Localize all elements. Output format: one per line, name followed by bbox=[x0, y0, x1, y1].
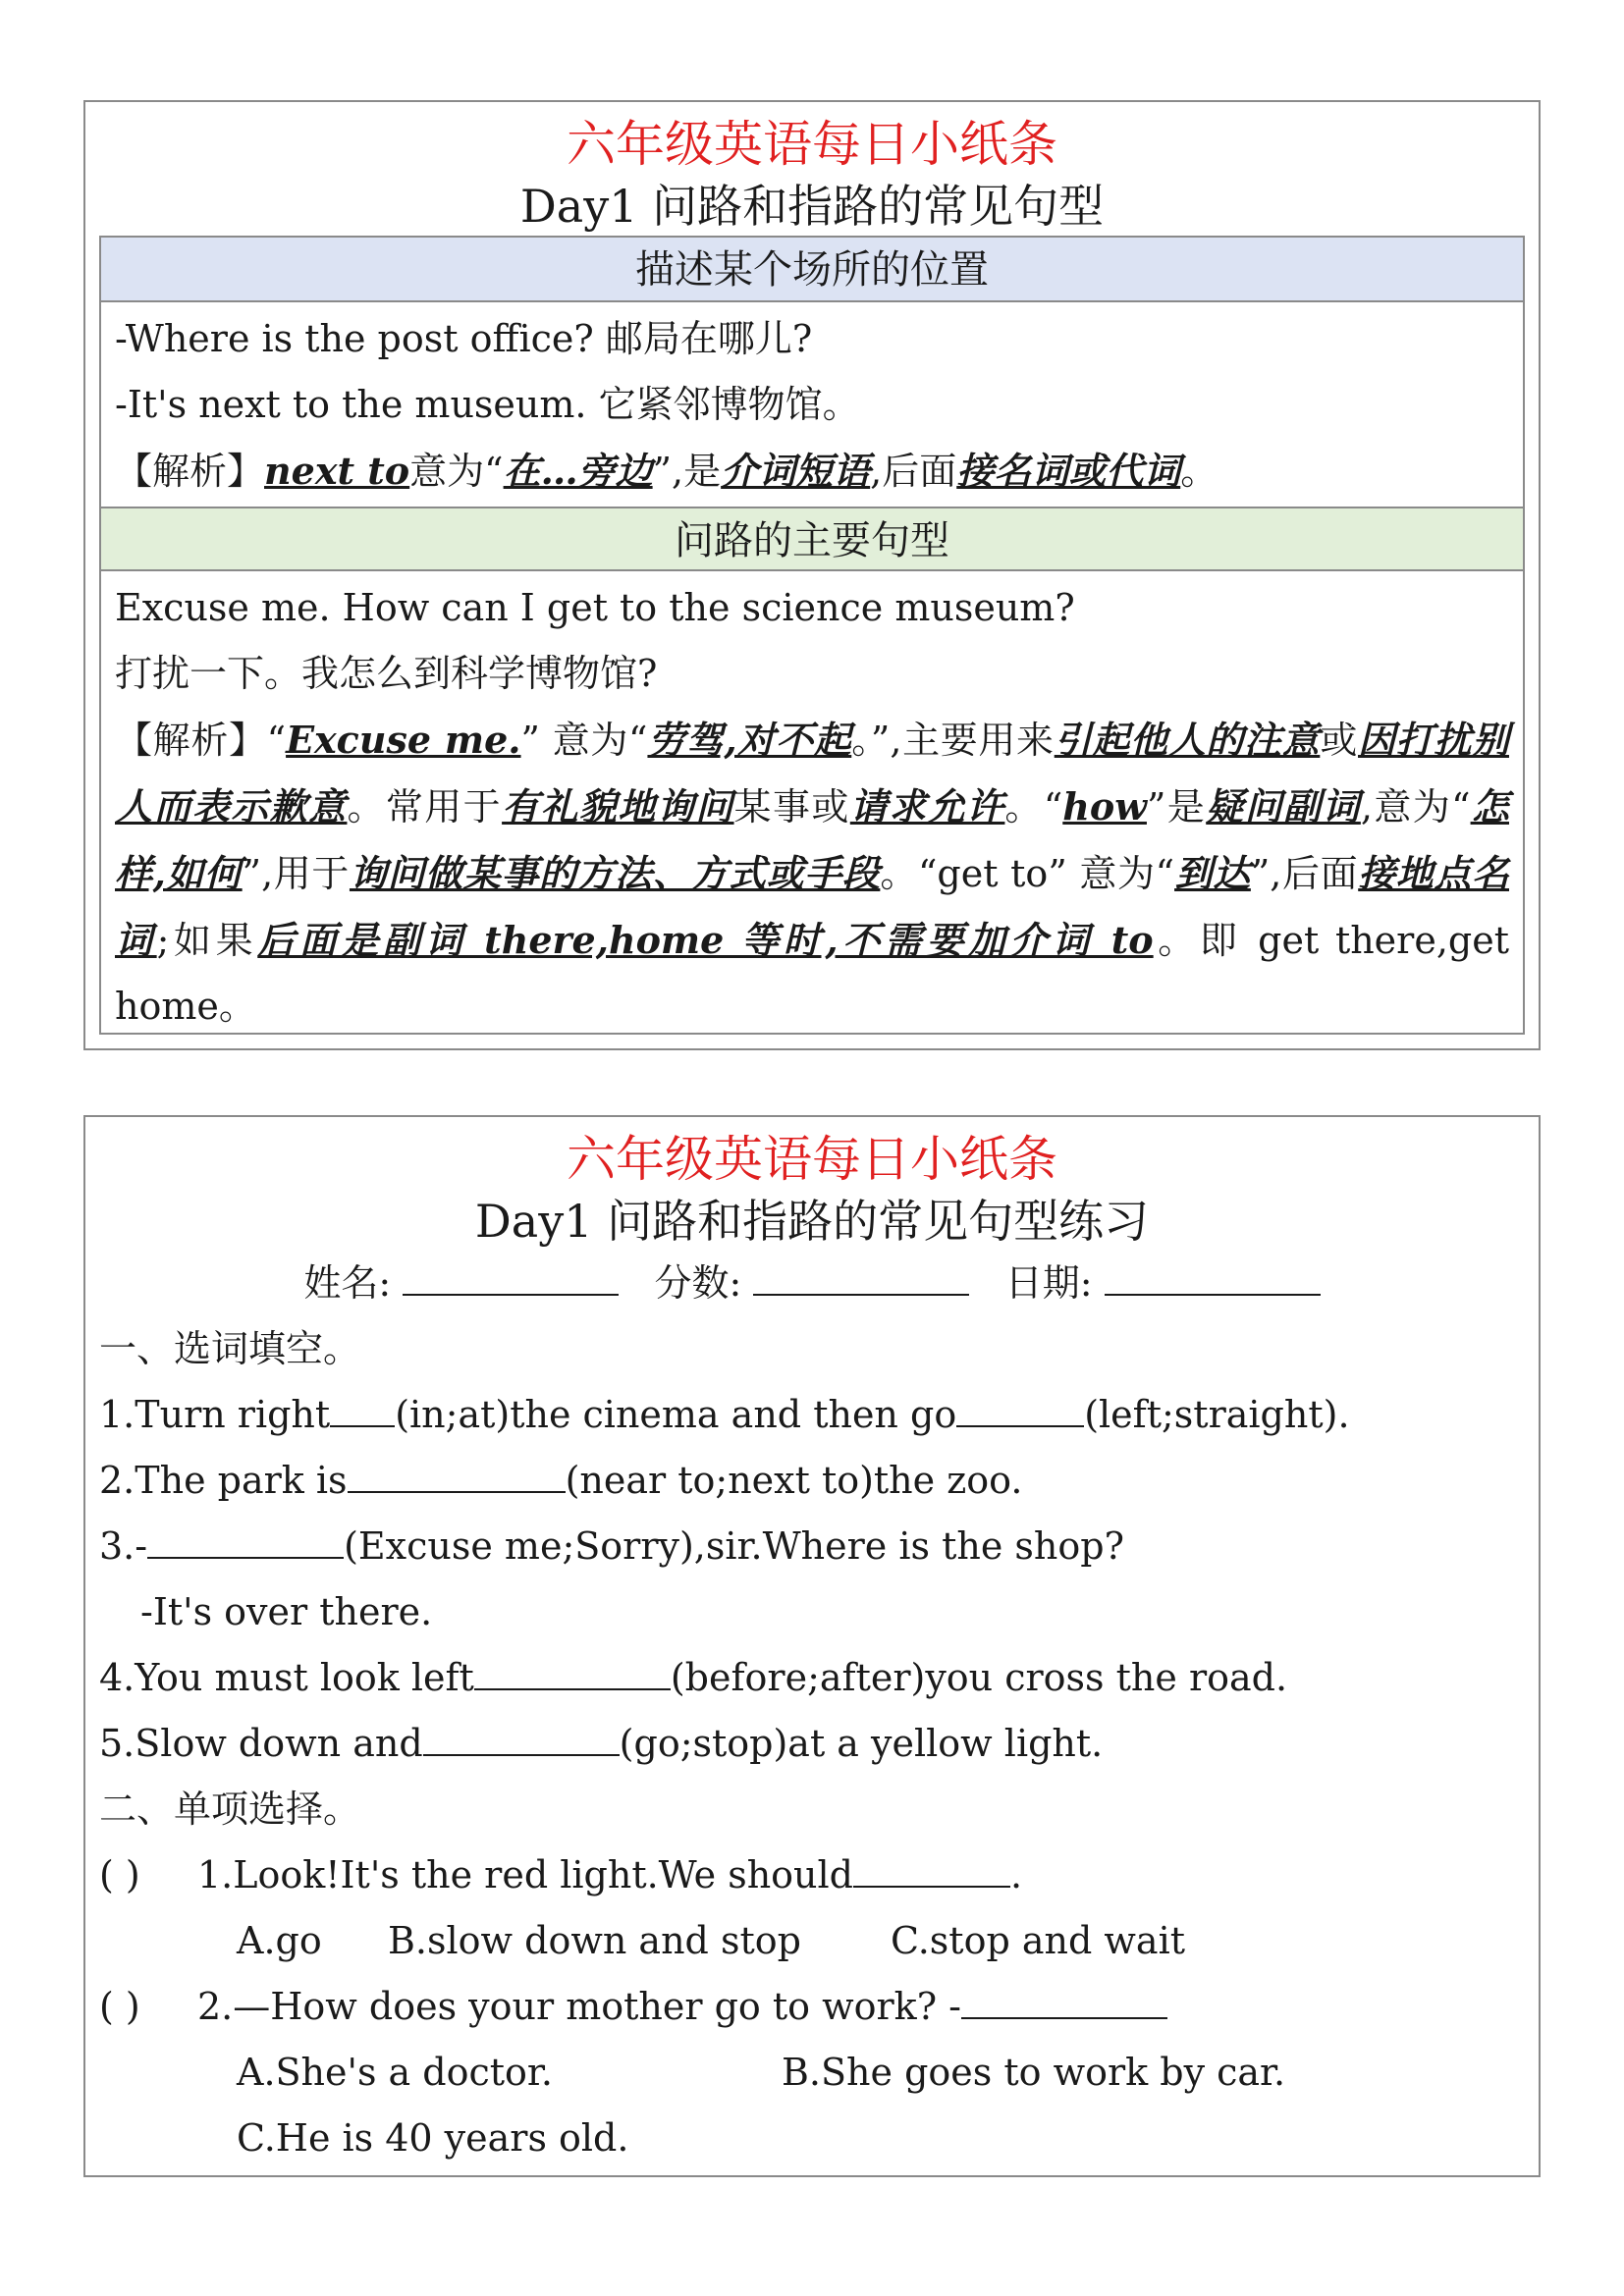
keyword: 后面是副词 there,home 等时,不需要加介词 to bbox=[257, 918, 1154, 962]
keyword: 劳驾,对不起 bbox=[647, 718, 852, 762]
keyword: Excuse me. bbox=[286, 718, 521, 762]
text: 。“get to” 意为“ bbox=[880, 852, 1175, 895]
text: 意为“ bbox=[409, 450, 504, 493]
keyword: 引起他人的注意 bbox=[1054, 718, 1321, 762]
option-a: A.go bbox=[237, 1919, 322, 1962]
answer-blank[interactable] bbox=[853, 1856, 1010, 1888]
question-text: 2.The park is bbox=[99, 1459, 348, 1502]
text: 。”,主要用来 bbox=[851, 719, 1055, 762]
card-subtitle: Day1 问路和指路的常见句型 bbox=[519, 180, 1105, 233]
name-blank[interactable] bbox=[403, 1264, 619, 1296]
keyword: 怎样,如何 bbox=[115, 784, 1509, 895]
notes-table bbox=[99, 236, 1525, 1035]
analysis-line bbox=[101, 438, 1523, 505]
keyword: how bbox=[1062, 784, 1147, 828]
answer-paren[interactable]: ( ) bbox=[99, 1853, 140, 1896]
card-subtitle: Day1 问路和指路的常见句型练习 bbox=[474, 1195, 1150, 1248]
text: ”,用于 bbox=[242, 852, 350, 895]
keyword: 请求允许 bbox=[849, 784, 1005, 828]
fill-question-2 bbox=[99, 1448, 1525, 1514]
question-text: 1.Turn right bbox=[99, 1393, 331, 1436]
choice-options-2b bbox=[99, 2106, 1525, 2171]
student-info-row bbox=[99, 1251, 1525, 1316]
answer-blank[interactable] bbox=[474, 1659, 671, 1690]
question-text: 3.- bbox=[99, 1524, 148, 1568]
question-text: (Excuse me;Sorry),sir.Where is the shop? bbox=[344, 1524, 1124, 1568]
practice-body bbox=[99, 1251, 1525, 2171]
question-text: 1.Look!It's the red light.We should bbox=[197, 1853, 854, 1896]
score-label: 分数: bbox=[654, 1261, 742, 1305]
question-text: (go;stop)at a yellow light. bbox=[619, 1722, 1104, 1765]
text: 。即 get there,get home。 bbox=[115, 919, 1509, 1028]
text: 或 bbox=[1320, 719, 1358, 762]
keyword: 疑问副词 bbox=[1206, 784, 1361, 828]
example-question: Excuse me. How can I get to the science museum? bbox=[115, 586, 1075, 629]
answer-blank[interactable] bbox=[348, 1462, 566, 1493]
keyword: 接名词或代词 bbox=[956, 449, 1181, 493]
card-title: 六年级英语每日小纸条 bbox=[567, 1131, 1057, 1188]
keyword: 到达 bbox=[1174, 851, 1251, 895]
choice-options-1 bbox=[99, 1908, 1525, 1974]
analysis-prefix: 【解析】 bbox=[115, 450, 265, 493]
example-question: -Where is the post office? 邮局在哪儿? bbox=[115, 317, 813, 360]
text: ,意为“ bbox=[1360, 785, 1471, 828]
text: ”,后面 bbox=[1250, 852, 1359, 895]
option-b: B.slow down and stop bbox=[388, 1919, 801, 1962]
keyword: 因打扰别人而表示歉意 bbox=[115, 718, 1509, 828]
study-note-card bbox=[83, 100, 1541, 1050]
answer-blank[interactable] bbox=[147, 1527, 344, 1559]
keyword: next to bbox=[264, 449, 410, 493]
choice-question-2 bbox=[99, 1974, 1525, 2040]
date-label: 日期: bbox=[1004, 1261, 1093, 1305]
example-answer: -It's next to the museum. 它紧邻博物馆。 bbox=[115, 383, 860, 426]
text: 。 bbox=[1180, 450, 1218, 493]
answer-paren[interactable]: ( ) bbox=[99, 1985, 140, 2028]
text: 。“ bbox=[1004, 785, 1063, 828]
section-heading-fill: 一、选词填空。 bbox=[99, 1327, 361, 1370]
card-title: 六年级英语每日小纸条 bbox=[567, 116, 1057, 173]
question-text: 2.—How does your mother go to work? - bbox=[197, 1985, 961, 2028]
option-b: B.She goes to work by car. bbox=[782, 2051, 1286, 2094]
choice-options-2 bbox=[99, 2040, 1525, 2106]
fill-question-3 bbox=[99, 1514, 1525, 1579]
name-label: 姓名: bbox=[303, 1261, 392, 1305]
text: 某事或 bbox=[733, 785, 850, 828]
keyword: 询问做某事的方法、方式或手段 bbox=[349, 851, 881, 895]
date-blank[interactable] bbox=[1105, 1264, 1321, 1296]
text: ”,是 bbox=[652, 450, 722, 493]
section-heading-location: 描述某个场所的位置 bbox=[101, 238, 1523, 302]
question-text: (before;after)you cross the road. bbox=[670, 1656, 1288, 1699]
option-c: C.stop and wait bbox=[891, 1919, 1185, 1962]
section-heading-choice: 二、单项选择。 bbox=[99, 1788, 361, 1831]
answer-blank[interactable] bbox=[423, 1725, 620, 1756]
practice-card bbox=[83, 1115, 1541, 2177]
choice-question-1 bbox=[99, 1842, 1525, 1908]
question-text: 5.Slow down and bbox=[99, 1722, 423, 1765]
section-heading-asking: 问路的主要句型 bbox=[101, 507, 1523, 571]
analysis-paragraph bbox=[101, 707, 1523, 1040]
keyword: 介词短语 bbox=[721, 449, 871, 493]
fill-question-4 bbox=[99, 1645, 1525, 1711]
fill-question-5 bbox=[99, 1711, 1525, 1777]
question-text: (near to;next to)the zoo. bbox=[565, 1459, 1023, 1502]
text: ”是 bbox=[1146, 785, 1207, 828]
answer-blank[interactable] bbox=[961, 1988, 1167, 2019]
keyword: 接地点名词 bbox=[115, 851, 1509, 962]
answer-blank[interactable] bbox=[330, 1396, 395, 1427]
question-text: (left;straight). bbox=[1084, 1393, 1350, 1436]
text: ” 意为“ bbox=[520, 719, 648, 762]
fill-question-1 bbox=[99, 1382, 1525, 1448]
keyword: 有礼貌地询问 bbox=[502, 784, 734, 828]
question-text: 4.You must look left bbox=[99, 1656, 474, 1699]
text: 【解析】“ bbox=[115, 719, 287, 762]
text: ;如果 bbox=[156, 919, 258, 962]
option-a: A.She's a doctor. bbox=[237, 2051, 553, 2094]
text: ,后面 bbox=[870, 450, 957, 493]
text: 。常用于 bbox=[347, 785, 503, 828]
fill-question-3-reply: -It's over there. bbox=[140, 1590, 433, 1633]
answer-blank[interactable] bbox=[956, 1396, 1084, 1427]
score-blank[interactable] bbox=[753, 1264, 969, 1296]
keyword: 在…旁边 bbox=[503, 449, 653, 493]
example-translation: 打扰一下。我怎么到科学博物馆? bbox=[115, 652, 658, 695]
option-c: C.He is 40 years old. bbox=[237, 2116, 629, 2160]
question-text: . bbox=[1010, 1853, 1023, 1896]
question-text: (in;at)the cinema and then go bbox=[395, 1393, 957, 1436]
